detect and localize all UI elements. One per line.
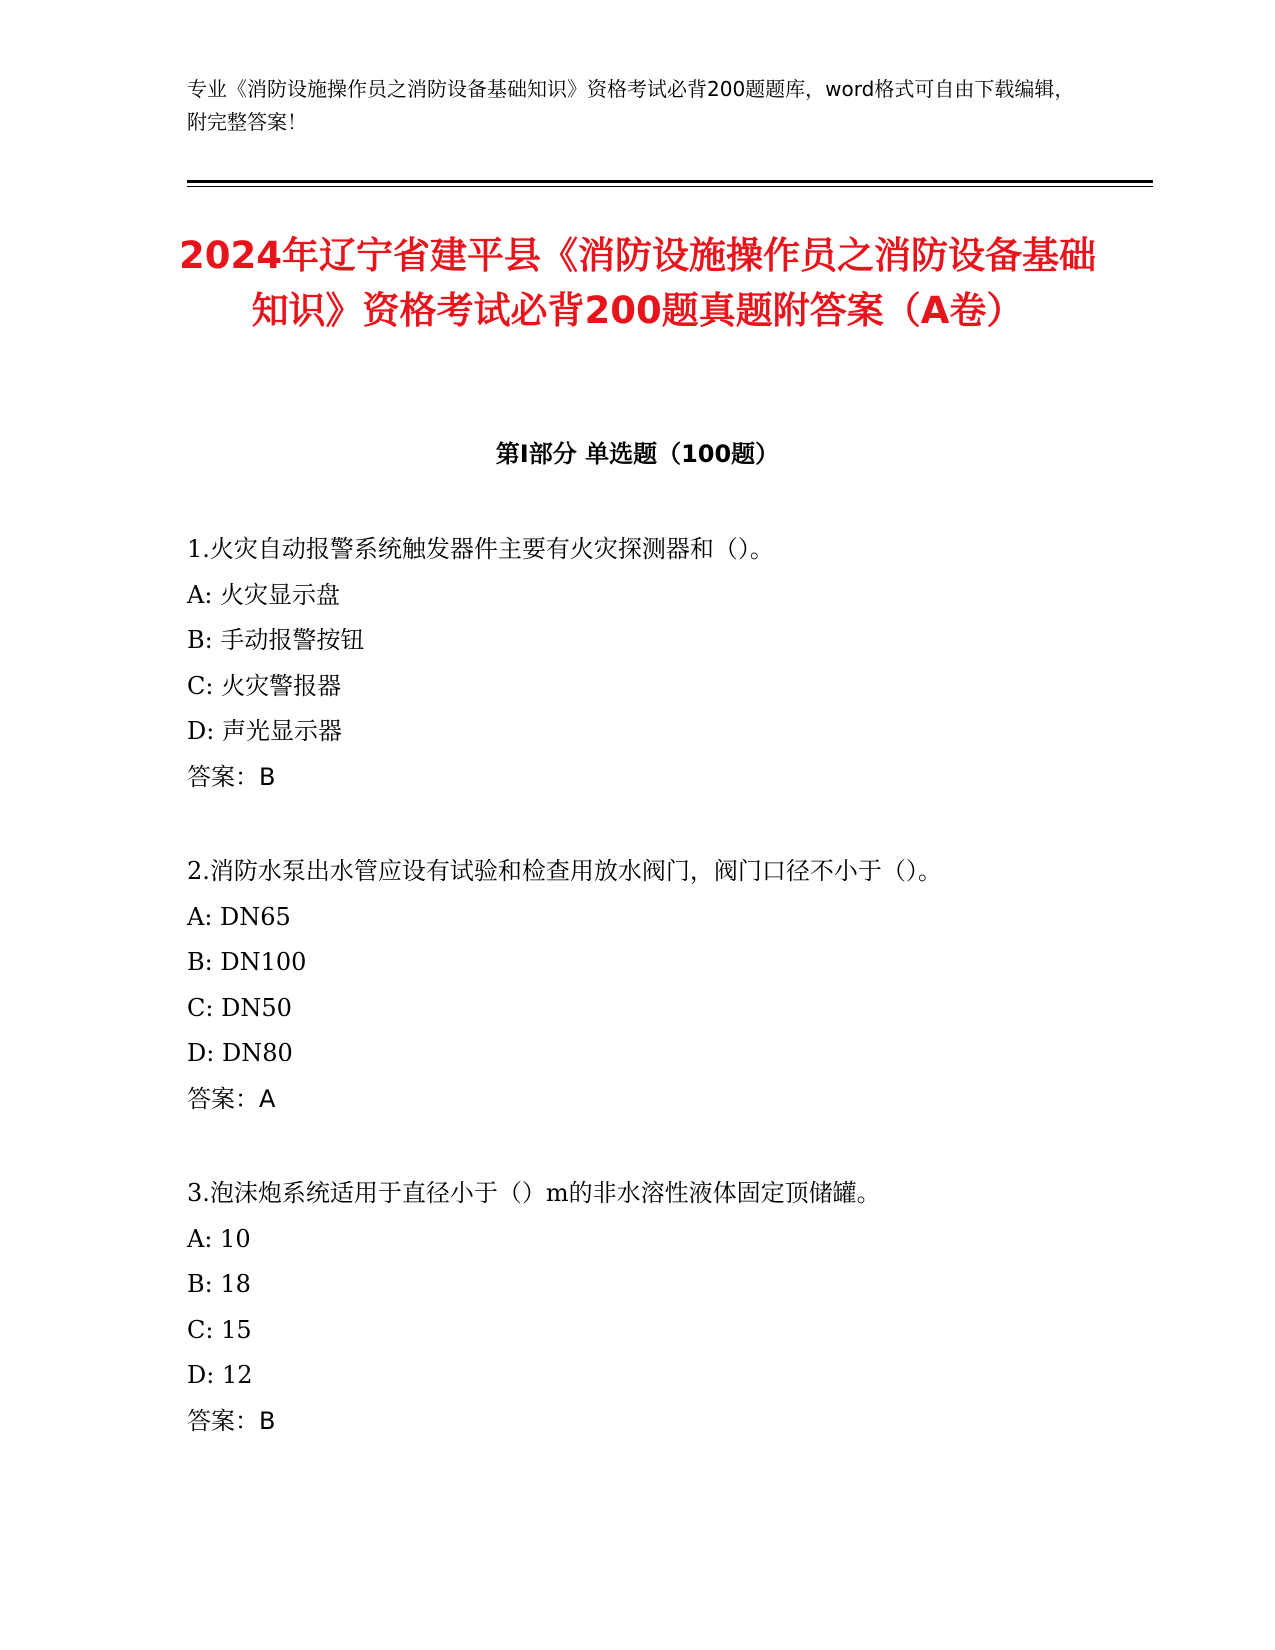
option-d: D: DN80 bbox=[187, 1039, 293, 1067]
header-divider-thin bbox=[187, 186, 1153, 187]
question-stem: 3.泡沫炮系统适用于直径小于（）m的非水溶性液体固定顶储罐。 bbox=[187, 1179, 881, 1207]
question-2 bbox=[187, 849, 1067, 1122]
header-divider-thick bbox=[187, 180, 1153, 183]
option-b: B: 手动报警按钮 bbox=[187, 626, 365, 654]
option-d: D: 12 bbox=[187, 1361, 253, 1389]
option-c: C: 火灾警报器 bbox=[187, 671, 342, 700]
question-3 bbox=[187, 1171, 1067, 1444]
document-title: 2024年辽宁省建平县《消防设施操作员之消防设备基础知识》资格考试必背200题真题附答案（A卷） bbox=[179, 234, 1096, 332]
answer: 答案：A bbox=[187, 1084, 276, 1113]
option-c: C: 15 bbox=[187, 1315, 252, 1344]
option-b: B: 18 bbox=[187, 1270, 251, 1298]
option-a: A: 火灾显示盘 bbox=[187, 580, 341, 609]
option-c: C: DN50 bbox=[187, 993, 292, 1022]
header-note: 专业《消防设施操作员之消防设备基础知识》资格考试必背200题题库，word格式可自由下载编辑，附完整答案！ bbox=[187, 77, 1075, 134]
section-title: 第I部分 单选题（100题） bbox=[495, 440, 780, 468]
option-d: D: 声光显示器 bbox=[187, 717, 342, 745]
question-stem: 2.消防水泵出水管应设有试验和检查用放水阀门，阀门口径不小于（）。 bbox=[187, 857, 942, 885]
question-1 bbox=[187, 527, 1067, 800]
question-list bbox=[187, 527, 1067, 1493]
option-a: A: DN65 bbox=[187, 902, 291, 931]
option-b: B: DN100 bbox=[187, 948, 307, 976]
answer: 答案：B bbox=[187, 762, 276, 791]
question-stem: 1.火灾自动报警系统触发器件主要有火灾探测器和（）。 bbox=[187, 535, 774, 563]
answer: 答案：B bbox=[187, 1406, 276, 1435]
option-a: A: 10 bbox=[187, 1224, 251, 1253]
